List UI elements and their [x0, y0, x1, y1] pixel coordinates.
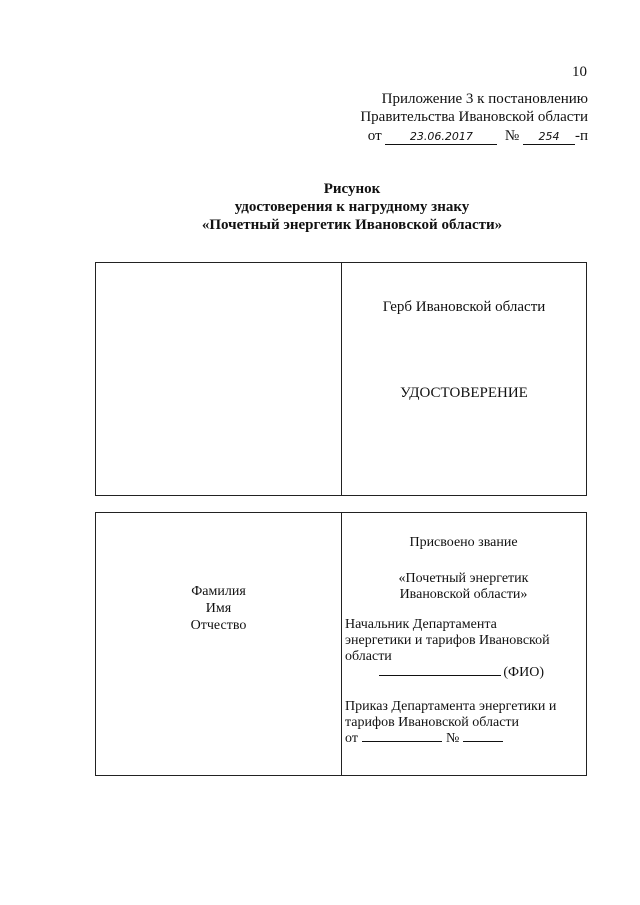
annex-date-row	[288, 127, 588, 145]
annex-date-value: 23.06.2017	[385, 130, 497, 145]
coat-of-arms-label: Герб Ивановской области	[382, 299, 546, 315]
certificate-label: УДОСТОВЕРЕНИЕ	[400, 385, 528, 401]
head-line-3: области	[345, 649, 392, 664]
award-details	[345, 535, 582, 747]
document-title	[0, 180, 640, 234]
fio-row	[345, 665, 582, 681]
head-line-2: энергетики и тарифов Ивановской	[345, 633, 550, 648]
title-line-2: удостоверения к нагрудному знаку	[234, 199, 470, 215]
name-label: Имя	[205, 601, 232, 616]
fio-label: (ФИО)	[503, 665, 544, 680]
annex-date-prefix: от	[367, 128, 382, 144]
annex-line-1: Приложение 3 к постановлению	[381, 91, 588, 107]
title-line-1: Рисунок	[323, 181, 381, 197]
fio-blank-line	[379, 674, 501, 676]
annex-line-2: Правительства Ивановской области	[360, 109, 588, 125]
order-date-prefix: от	[345, 731, 358, 746]
page-number: 10	[572, 64, 587, 80]
order-date-blank	[362, 740, 442, 742]
award-title-line-1: «Почетный энергетик	[398, 571, 529, 586]
annex-number-value: 254	[523, 130, 575, 145]
order-line-2: тарифов Ивановской области	[345, 715, 520, 730]
inside-left-panel	[96, 513, 342, 775]
title-line-3: «Почетный энергетик Ивановской области»	[201, 217, 503, 233]
head-line-1: Начальник Департамента	[345, 617, 497, 632]
certificate-cover	[95, 262, 587, 496]
patronymic-label: Отчество	[190, 618, 247, 633]
annex-header	[288, 90, 588, 145]
award-title-line-2: Ивановской области»	[399, 587, 528, 602]
cover-right-panel	[342, 263, 586, 495]
order-date-row	[345, 731, 582, 747]
order-line-1: Приказ Департамента энергетики и	[345, 699, 557, 714]
annex-number-prefix: №	[504, 128, 520, 144]
certificate-inside	[95, 512, 587, 776]
order-number-prefix: №	[445, 731, 460, 746]
order-number-blank	[463, 740, 503, 742]
inside-right-panel	[342, 513, 586, 775]
surname-label: Фамилия	[191, 584, 246, 599]
awarded-label: Присвоено звание	[409, 535, 518, 550]
cover-left-panel	[96, 263, 342, 495]
name-fields	[96, 583, 341, 634]
annex-number-suffix: -п	[574, 128, 588, 144]
